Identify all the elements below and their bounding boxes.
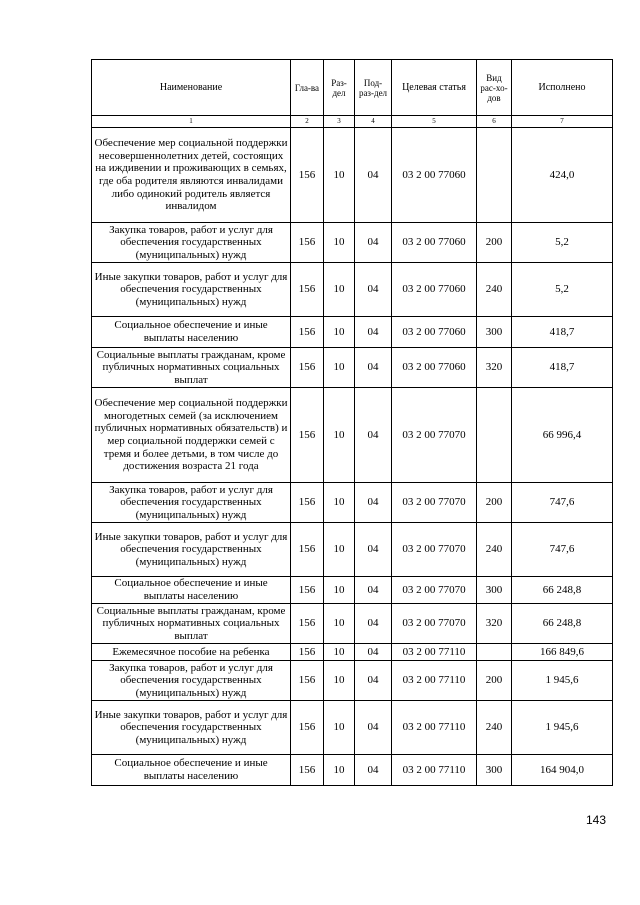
header-executed: Исполнено (512, 60, 613, 116)
row-section: 10 (324, 348, 355, 388)
row-target-article: 03 2 00 77070 (392, 604, 477, 644)
row-section: 10 (324, 577, 355, 604)
table-row (92, 701, 613, 755)
row-expense-kind: 300 (477, 577, 512, 604)
row-chapter: 156 (291, 388, 324, 483)
row-subsection: 04 (355, 263, 392, 317)
row-section: 10 (324, 128, 355, 223)
row-section: 10 (324, 661, 355, 701)
row-subsection: 04 (355, 644, 392, 661)
row-section: 10 (324, 523, 355, 577)
row-chapter: 156 (291, 755, 324, 786)
row-target-article: 03 2 00 77070 (392, 523, 477, 577)
row-amount: 418,7 (512, 317, 613, 348)
row-chapter: 156 (291, 701, 324, 755)
table-row (92, 661, 613, 701)
row-expense-kind: 320 (477, 348, 512, 388)
row-chapter: 156 (291, 483, 324, 523)
row-target-article: 03 2 00 77110 (392, 644, 477, 661)
row-subsection: 04 (355, 348, 392, 388)
row-target-article: 03 2 00 77060 (392, 317, 477, 348)
row-target-article: 03 2 00 77060 (392, 348, 477, 388)
table-row (92, 388, 613, 483)
row-expense-kind: 300 (477, 317, 512, 348)
table-row (92, 604, 613, 644)
row-section: 10 (324, 263, 355, 317)
row-chapter: 156 (291, 523, 324, 577)
row-target-article: 03 2 00 77110 (392, 661, 477, 701)
row-target-article: 03 2 00 77110 (392, 701, 477, 755)
column-number: 3 (324, 116, 355, 128)
table-row (92, 348, 613, 388)
table-row (92, 523, 613, 577)
row-amount: 164 904,0 (512, 755, 613, 786)
row-name: Социальное обеспечение и иные выплаты населению (92, 755, 291, 786)
page-number: 143 (585, 813, 606, 827)
header-subsection: Под-раз-дел (355, 60, 392, 116)
column-number-row (92, 116, 613, 128)
row-chapter: 156 (291, 317, 324, 348)
row-expense-kind: 200 (477, 223, 512, 263)
row-amount: 66 248,8 (512, 577, 613, 604)
table-row (92, 128, 613, 223)
header-row (92, 60, 613, 116)
row-section: 10 (324, 483, 355, 523)
row-expense-kind (477, 128, 512, 223)
row-subsection: 04 (355, 755, 392, 786)
column-number: 5 (392, 116, 477, 128)
table-row (92, 317, 613, 348)
row-section: 10 (324, 604, 355, 644)
table-row (92, 577, 613, 604)
row-expense-kind: 240 (477, 263, 512, 317)
row-subsection: 04 (355, 483, 392, 523)
header-kind: Вид рас-хо-дов (477, 60, 512, 116)
row-subsection: 04 (355, 317, 392, 348)
row-subsection: 04 (355, 223, 392, 263)
row-subsection: 04 (355, 388, 392, 483)
row-expense-kind: 240 (477, 523, 512, 577)
row-amount: 66 996,4 (512, 388, 613, 483)
row-name: Иные закупки товаров, работ и услуг для обеспечения государственных (муниципальных) нужд (92, 263, 291, 317)
row-amount: 418,7 (512, 348, 613, 388)
row-amount: 5,2 (512, 263, 613, 317)
row-amount: 1 945,6 (512, 701, 613, 755)
column-number: 6 (477, 116, 512, 128)
row-target-article: 03 2 00 77070 (392, 577, 477, 604)
table-row (92, 483, 613, 523)
row-chapter: 156 (291, 348, 324, 388)
row-amount: 166 849,6 (512, 644, 613, 661)
row-chapter: 156 (291, 128, 324, 223)
row-name: Обеспечение мер социальной поддержки несовершеннолетних детей, состоящих на иждивении и проживающих в семьях, где оба родителя являются инвалидами либо одинокий родитель является инвалидом (92, 128, 291, 223)
row-name: Обеспечение мер социальной поддержки многодетных семей (за исключением публичных нормативных обязательств) и мер социальной поддержки семей с тремя и более детьми, в том числе до достижения возраста 21 года (92, 388, 291, 483)
row-name: Иные закупки товаров, работ и услуг для обеспечения государственных (муниципальных) нужд (92, 701, 291, 755)
row-expense-kind: 300 (477, 755, 512, 786)
table-row (92, 755, 613, 786)
row-section: 10 (324, 223, 355, 263)
row-amount: 1 945,6 (512, 661, 613, 701)
row-expense-kind: 320 (477, 604, 512, 644)
column-number: 4 (355, 116, 392, 128)
row-chapter: 156 (291, 644, 324, 661)
row-subsection: 04 (355, 577, 392, 604)
row-target-article: 03 2 00 77070 (392, 483, 477, 523)
row-section: 10 (324, 644, 355, 661)
row-expense-kind (477, 644, 512, 661)
row-expense-kind (477, 388, 512, 483)
row-name: Социальное обеспечение и иные выплаты населению (92, 317, 291, 348)
row-expense-kind: 200 (477, 483, 512, 523)
row-amount: 747,6 (512, 483, 613, 523)
table-row (92, 263, 613, 317)
row-name: Закупка товаров, работ и услуг для обеспечения государственных (муниципальных) нужд (92, 661, 291, 701)
budget-table (91, 59, 613, 786)
row-chapter: 156 (291, 661, 324, 701)
row-target-article: 03 2 00 77060 (392, 263, 477, 317)
row-amount: 5,2 (512, 223, 613, 263)
row-chapter: 156 (291, 223, 324, 263)
row-subsection: 04 (355, 701, 392, 755)
table-row (92, 223, 613, 263)
row-name: Ежемесячное пособие на ребенка (92, 644, 291, 661)
row-name: Социальное обеспечение и иные выплаты населению (92, 577, 291, 604)
row-target-article: 03 2 00 77060 (392, 223, 477, 263)
row-name: Социальные выплаты гражданам, кроме публичных нормативных социальных выплат (92, 604, 291, 644)
row-target-article: 03 2 00 77110 (392, 755, 477, 786)
table-row (92, 644, 613, 661)
row-target-article: 03 2 00 77070 (392, 388, 477, 483)
row-name: Закупка товаров, работ и услуг для обеспечения государственных (муниципальных) нужд (92, 483, 291, 523)
row-subsection: 04 (355, 523, 392, 577)
column-number: 1 (92, 116, 291, 128)
row-name: Закупка товаров, работ и услуг для обеспечения государственных (муниципальных) нужд (92, 223, 291, 263)
column-number: 7 (512, 116, 613, 128)
row-name: Социальные выплаты гражданам, кроме публичных нормативных социальных выплат (92, 348, 291, 388)
row-section: 10 (324, 701, 355, 755)
row-chapter: 156 (291, 263, 324, 317)
row-target-article: 03 2 00 77060 (392, 128, 477, 223)
row-amount: 424,0 (512, 128, 613, 223)
row-subsection: 04 (355, 661, 392, 701)
row-section: 10 (324, 388, 355, 483)
row-subsection: 04 (355, 604, 392, 644)
row-chapter: 156 (291, 604, 324, 644)
column-number: 2 (291, 116, 324, 128)
row-section: 10 (324, 317, 355, 348)
row-chapter: 156 (291, 577, 324, 604)
row-amount: 747,6 (512, 523, 613, 577)
row-section: 10 (324, 755, 355, 786)
row-expense-kind: 240 (477, 701, 512, 755)
header-name: Наименование (92, 60, 291, 116)
row-subsection: 04 (355, 128, 392, 223)
row-amount: 66 248,8 (512, 604, 613, 644)
header-target: Целевая статья (392, 60, 477, 116)
header-section: Раз-дел (324, 60, 355, 116)
row-name: Иные закупки товаров, работ и услуг для обеспечения государственных (муниципальных) нужд (92, 523, 291, 577)
row-expense-kind: 200 (477, 661, 512, 701)
header-chapter: Гла-ва (291, 60, 324, 116)
